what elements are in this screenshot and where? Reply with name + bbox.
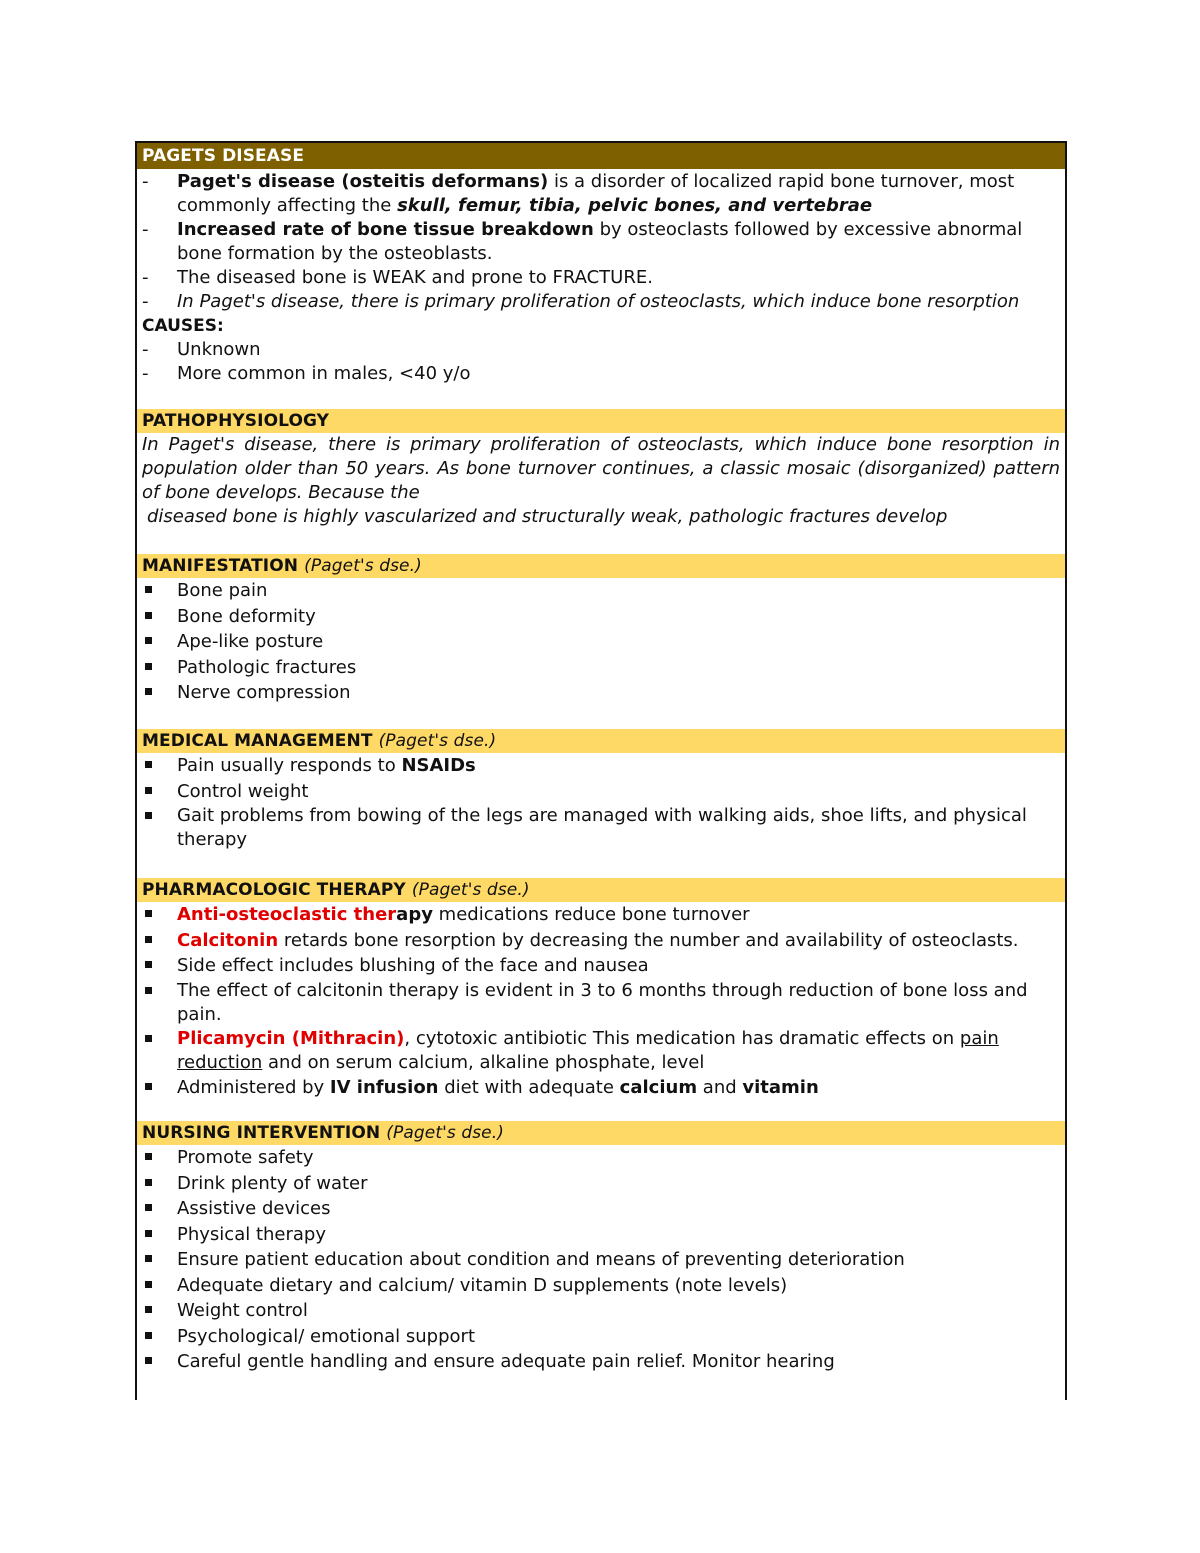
list-item [137,680,1065,706]
text: Gait problems from bowing of the legs are managed with walking aids, shoe lifts, and physical therapy [177,805,1027,850]
square-bullet-icon [145,1230,152,1237]
text-bold: Increased rate of bone tissue breakdown [177,219,594,240]
text-red: Calcitonin [177,929,279,951]
text: , [444,195,459,216]
text: Unknown [177,339,261,360]
list-item [137,604,1065,630]
text-bold: NSAIDs [401,755,476,776]
list-item [137,1196,1065,1222]
list-item [137,170,1065,218]
section-subtitle: (Paget's dse.) [411,880,530,900]
text: Adequate dietary and calcium/ vitamin D supplements (note levels) [177,1274,788,1296]
text-bold: apy [396,904,433,925]
causes-label: CAUSES: [142,316,224,336]
section-title: MANIFESTATION [142,556,299,576]
section-nursing-intervention [137,1121,1065,1375]
text-red: Anti-osteoclastic ther [177,904,397,925]
text: Bone deformity [177,605,316,627]
text-bold: IV infusion [329,1076,439,1098]
section-pharmacologic-therapy [137,878,1065,1100]
text: Physical therapy [177,1223,326,1245]
square-bullet-icon [145,761,152,768]
square-bullet-icon [145,1357,152,1364]
list-item [137,902,1065,928]
list-item [137,1171,1065,1197]
section-header [137,729,1065,753]
square-bullet-icon [145,1083,152,1090]
section-header [137,143,1065,169]
square-bullet-icon [145,1035,152,1042]
square-bullet-icon [145,1204,152,1211]
text: Weight control [177,1300,308,1321]
square-bullet-icon [145,1281,152,1288]
section-title: NURSING INTERVENTION [142,1123,381,1143]
section-title: MEDICAL MANAGEMENT [142,731,373,751]
section-header [137,1121,1065,1145]
section-subtitle: (Paget's dse.) [386,1123,504,1143]
text: Pain usually responds to [177,755,402,776]
list-item [137,1145,1065,1171]
list-item [137,1247,1065,1273]
section-subtitle: (Paget's dse.) [378,731,497,751]
list-item [137,1298,1065,1324]
list-item [137,578,1065,604]
square-bullet-icon [145,586,152,593]
text-bold: calcium [619,1076,698,1098]
section-header [137,878,1065,902]
text: Side effect includes blushing of the face and nausea [177,955,649,976]
text: diet with adequate [438,1076,620,1098]
text: retards bone resorption by decreasing the number and availability of osteoclasts. [278,929,1019,951]
list-item [137,804,1065,852]
dash-bullet: - [142,291,149,312]
square-bullet-icon [145,936,152,943]
list-item [137,218,1065,266]
section-header [137,554,1065,578]
text: Administered by [177,1076,330,1098]
paragraph-text: diseased bone is highly vascularized and structurally weak, pathologic fractures develop [147,506,948,527]
dash-bullet: - [142,363,149,384]
section-header [137,409,1065,433]
section-medical-management [137,729,1065,852]
section-pagets-disease [137,143,1065,386]
text: and [697,1076,743,1098]
document-table [135,141,1067,1400]
paragraph [137,433,1065,529]
list-item [137,362,1065,386]
square-bullet-icon [145,987,152,994]
dash-bullet: - [142,267,149,288]
list-item [137,1324,1065,1350]
paragraph-text: In Paget's disease, there is primary proliferation of osteoclasts, which induce bone resorption in population older than 50 years. As bone turnover continues, a classic mosaic (disorganized) pattern of bone develops. Because the [142,434,1060,503]
list-item [137,655,1065,681]
list-item [137,1349,1065,1375]
text: Bone pain [177,580,268,601]
list-item [137,290,1065,314]
square-bullet-icon [145,812,152,819]
list-item [137,1273,1065,1299]
dash-bullet: - [142,339,149,360]
text: , [515,195,529,216]
text: , [715,195,729,216]
section-title: PHARMACOLOGIC THERAPY [142,880,406,900]
square-bullet-icon [145,612,152,619]
section-subtitle: (Paget's dse.) [304,556,422,576]
text: medications reduce bone turnover [432,904,750,925]
text: Ape-like posture [177,631,324,652]
square-bullet-icon [145,637,152,644]
list-item [137,1027,1065,1075]
text: Assistive devices [177,1198,331,1219]
text: Drink plenty of water [177,1172,368,1194]
text: by osteoclasts followed by excessive abnormal bone formation by the osteoblasts. [177,219,1023,264]
text-bold: Paget's disease (osteitis deformans) [177,171,549,192]
square-bullet-icon [145,910,152,917]
section-title: PATHOPHYSIOLOGY [142,411,330,431]
text: The effect of calcitonin therapy is evident in 3 to 6 months through reduction of bone loss and pain. [177,979,1028,1025]
list-item [137,753,1065,779]
dash-bullet: - [142,219,149,240]
text-bold: vitamin [742,1076,819,1098]
text-bold-italic: pelvic bones [588,195,716,216]
text: and on serum calcium, alkaline phosphate, level [262,1051,705,1073]
text: More common in males, <40 y/o [177,363,471,384]
square-bullet-icon [145,688,152,695]
text-bold-italic: skull [397,195,445,216]
list-item [137,266,1065,290]
square-bullet-icon [145,1332,152,1339]
list-item [137,953,1065,979]
text-underlined: pain reduction [177,1027,999,1073]
list-item [137,1075,1065,1101]
text: Pathologic fractures [177,656,357,678]
square-bullet-icon [145,961,152,968]
text: Psychological/ emotional support [177,1325,476,1347]
text-italic: In Paget's disease, there is primary proliferation of osteoclasts, which induce bone resorption [177,291,1020,312]
square-bullet-icon [145,1306,152,1313]
section-manifestation [137,554,1065,706]
text-red: Plicamycin (Mithracin) [177,1027,405,1049]
section-pathophysiology [137,409,1065,529]
dash-bullet: - [142,171,149,192]
list-item [137,1222,1065,1248]
text-bold-italic: and vertebrae [728,195,873,216]
text: Careful gentle handling and ensure adequate pain relief. Monitor hearing [177,1351,835,1372]
text-bold-italic: tibia [528,195,575,216]
list-item [137,629,1065,655]
section-title: PAGETS DISEASE [142,146,305,166]
text: Promote safety [177,1147,314,1168]
text: The diseased bone is WEAK and prone to FRACTURE. [177,267,653,288]
text-bold-italic: femur [458,195,516,216]
list-item [137,779,1065,805]
list-item [137,338,1065,362]
square-bullet-icon [145,1153,152,1160]
square-bullet-icon [145,787,152,794]
text: Nerve compression [177,682,351,703]
square-bullet-icon [145,663,152,670]
square-bullet-icon [145,1255,152,1262]
list-item [137,979,1065,1027]
text: , cytotoxic antibiotic This medication has dramatic effects on [404,1027,960,1049]
list-item [137,928,1065,954]
text: , [574,195,589,216]
text: Control weight [177,780,309,802]
text: Ensure patient education about condition and means of preventing deterioration [177,1249,905,1270]
square-bullet-icon [145,1179,152,1186]
text: is a disorder of localized rapid bone turnover, most commonly affecting the [177,171,1015,216]
